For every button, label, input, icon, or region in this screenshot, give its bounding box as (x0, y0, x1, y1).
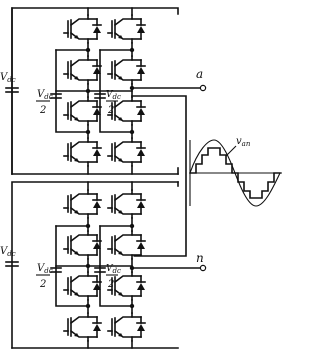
terminal-a-node (200, 85, 205, 90)
top-module-wiring (12, 8, 200, 256)
svg-text:2: 2 (40, 105, 47, 116)
vdc-half-label-top-mid (106, 90, 121, 116)
svg-text:2: 2 (108, 105, 115, 116)
svg-text:2: 2 (40, 279, 47, 290)
vdc-half-label-bottom-mid (106, 264, 121, 290)
igbt-switch (64, 272, 101, 300)
igbt-switch (108, 190, 145, 218)
terminal-a-label: a (196, 67, 204, 81)
igbt-switch (64, 15, 101, 43)
svg-text:Vdc: $V_{dc}$ (37, 89, 53, 101)
svg-text:Vdc: $V_{dc}$ (106, 90, 121, 101)
vdc-bottom-label: $V_{dc}$ (0, 246, 16, 258)
vdc-half-label-top-left (36, 89, 53, 116)
svg-text:2: 2 (108, 279, 115, 290)
svg-text:Vdc: $V_{dc}$ (37, 263, 53, 275)
vdc-half-label-bottom-left (36, 263, 53, 290)
terminal-n-label: n (196, 251, 204, 265)
igbt-switch (64, 56, 101, 84)
igbt-switch (64, 313, 101, 341)
igbt-switch (108, 56, 145, 84)
igbt-switch (64, 138, 101, 166)
van-leader-line (226, 146, 236, 156)
igbt-switch (108, 15, 145, 43)
igbt-switches (64, 15, 145, 341)
vdc-top-label: $V_{dc}$ (0, 72, 16, 84)
igbt-switch (108, 231, 145, 259)
igbt-switch (64, 190, 101, 218)
van-waveform-plot (190, 136, 282, 206)
terminal-n-node (200, 265, 205, 270)
igbt-switch (108, 138, 145, 166)
igbt-switch (64, 231, 101, 259)
van-label: $v_{an}$ (236, 136, 251, 148)
svg-text:Vdc: $V_{dc}$ (106, 264, 121, 275)
igbt-switch (64, 97, 101, 125)
igbt-switch (108, 313, 145, 341)
